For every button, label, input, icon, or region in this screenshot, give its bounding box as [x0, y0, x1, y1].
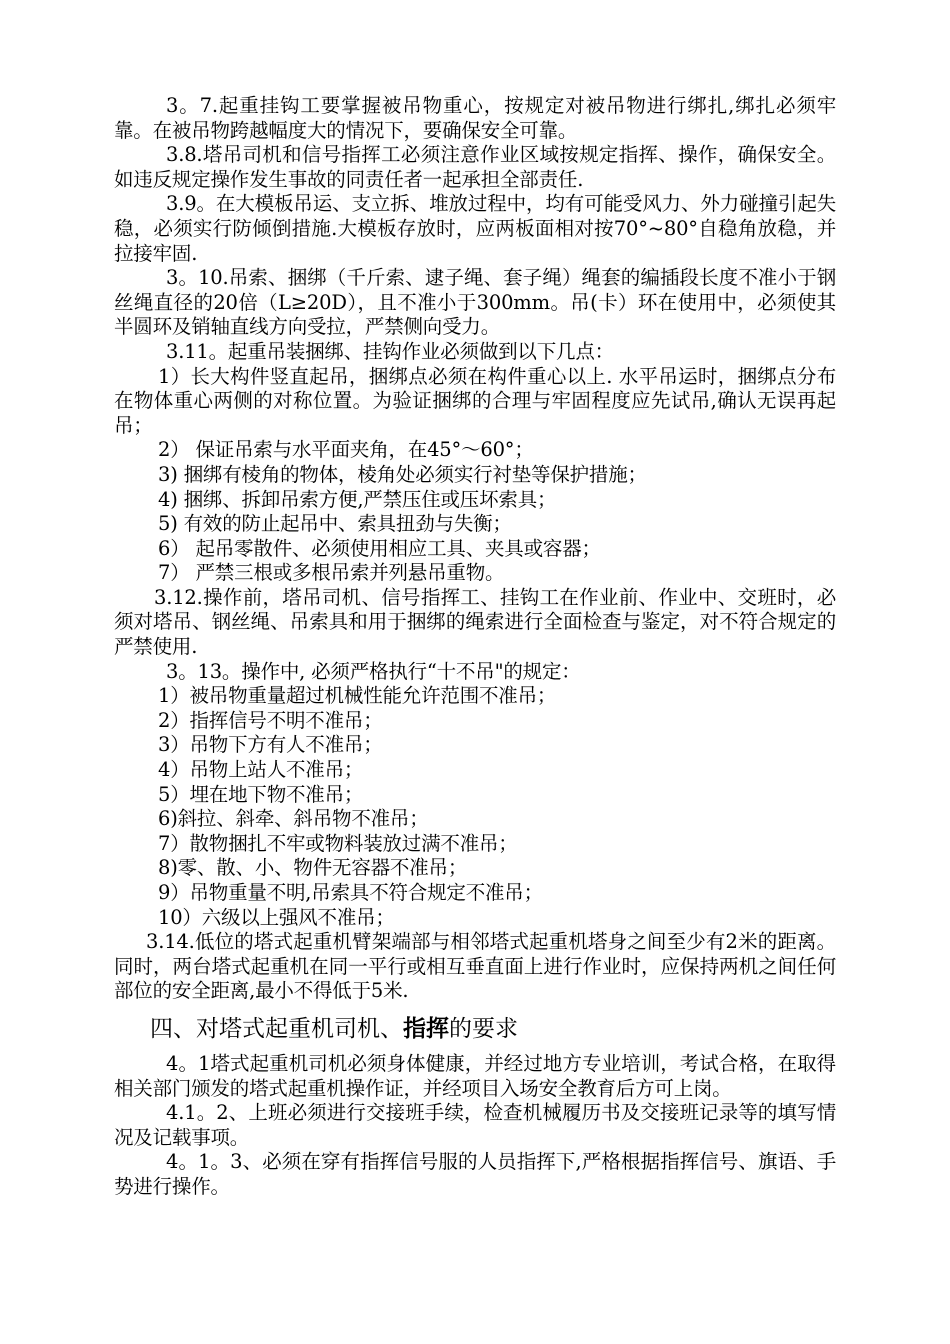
list-item-3-11-6: 6） 起吊零散件、必须使用相应工具、夹具或容器；	[158, 536, 601, 560]
list-item-3-11-4: 4) 捆绑、拆卸吊索方便,严禁压住或压坏索具；	[158, 487, 557, 511]
paragraph-3-8: 3.8.塔吊司机和信号指挥工必须注意作业区域按规定指挥、操作，确保安全。如违反规定操作发生事故的同责任者一起承担全部责任.	[114, 143, 836, 191]
paragraph-4-1: 4。1塔式起重机司机必须身体健康，并经过地方专业培训，考试合格，在取得相关部门颁发的塔式起重机操作证，并经项目入场安全教育后方可上岗。	[114, 1051, 836, 1100]
paragraph-3-13: 3。13。操作中, 必须严格执行“十不吊"的规定：	[166, 659, 581, 683]
paragraph-3-7: 3。7.起重挂钩工要掌握被吊物重心，按规定对被吊物进行绑扎,绑扎必须牢靠。在被吊物跨越幅度大的情况下，要确保安全可靠。	[114, 94, 836, 142]
heading-part-2: 指挥	[403, 1015, 449, 1042]
list-item-3-11-5: 5) 有效的防止起吊中、索具扭劲与失衡；	[158, 512, 512, 536]
paragraph-3-11: 3.11。起重吊装捆绑、挂钩作业必须做到以下几点：	[166, 339, 614, 363]
list-item-3-11-7: 7） 严禁三根或多根吊索并列悬吊重物。	[158, 561, 505, 585]
list-item-3-13-9: 9）吊物重量不明,吊索具不符合规定不准吊；	[158, 881, 543, 904]
list-item-3-13-2: 2）指挥信号不明不准吊；	[158, 708, 383, 732]
paragraph-3-10: 3。10.吊索、捆绑（千斤索、逮子绳、套子绳）绳套的编插段长度不准小于钢丝绳直径的20倍（L≥20D），且不准小于300mm。吊(卡）环在使用中，必须使其半圆环及销轴直线方向受拉，严禁侧向受力。	[114, 266, 836, 339]
list-item-3-13-1: 1）被吊物重量超过机械性能允许范围不准吊；	[158, 684, 557, 708]
list-item-3-11-1: 1）长大构件竖直起吊，捆绑点必须在构件重心以上. 水平吊运时，捆绑点分布在物体重心两侧的对称位置。为验证捆绑的合理与牢固程度应先试吊,确认无误再起吊；	[114, 364, 836, 437]
heading-part-1: 四、对塔式起重机司机、	[150, 1015, 403, 1042]
document-page	[114, 94, 836, 1200]
list-item-3-13-3: 3）吊物下方有人不准吊；	[158, 733, 383, 757]
list-item-3-13-8: 8)零、散、小、物件无容器不准吊；	[158, 856, 468, 880]
list-item-3-13-5: 5）埋在地下物不准吊；	[158, 782, 364, 806]
list-item-3-11-3: 3) 捆绑有棱角的物体，棱角处必须实行衬垫等保护措施；	[158, 462, 647, 486]
list-item-3-13-7: 7）散物捆扎不牢或物料装放过满不准吊；	[158, 831, 518, 855]
paragraph-3-12: 3.12.操作前，塔吊司机、信号指挥工、挂钩工在作业前、作业中、交班时，必须对塔吊、钢丝绳、吊索具和用于捆绑的绳索进行全面检查与鉴定，对不符合规定的严禁使用.	[114, 585, 836, 659]
paragraph-4-1-2: 4.1。2、上班必须进行交接班手续，检查机械履历书及交接班记录等的填写情况及记载事项。	[114, 1101, 836, 1149]
paragraph-3-14: 3.14.低位的塔式起重机臂架端部与相邻塔式起重机塔身之间至少有2米的距离。同时，两台塔式起重机在同一平行或相互垂直面上进行作业时，应保持两机之间任何部位的安全距离,最小不得低于5米.	[114, 930, 836, 1003]
paragraph-4-1-3: 4。1。3、必须在穿有指挥信号服的人员指挥下,严格根据指挥信号、旗语、手势进行操作。	[114, 1150, 836, 1198]
paragraph-3-9: 3.9。在大模板吊运、支立拆、堆放过程中，均有可能受风力、外力碰撞引起失稳，必须实行防倾倒措施.大模板存放时，应两板面相对按70°~80°自稳角放稳，并拉接牢固.	[114, 192, 836, 265]
list-item-3-13-10: 10）六级以上强风不准吊；	[158, 905, 395, 929]
section-heading-4	[150, 1014, 836, 1044]
list-item-3-13-4: 4）吊物上站人不准吊；	[158, 758, 364, 782]
heading-part-3: 的要求	[449, 1015, 518, 1042]
list-item-3-13-6: 6)斜拉、斜牵、斜吊物不准吊；	[158, 807, 429, 831]
list-item-3-11-2: 2） 保证吊索与水平面夹角，在45°～60°；	[158, 438, 534, 462]
